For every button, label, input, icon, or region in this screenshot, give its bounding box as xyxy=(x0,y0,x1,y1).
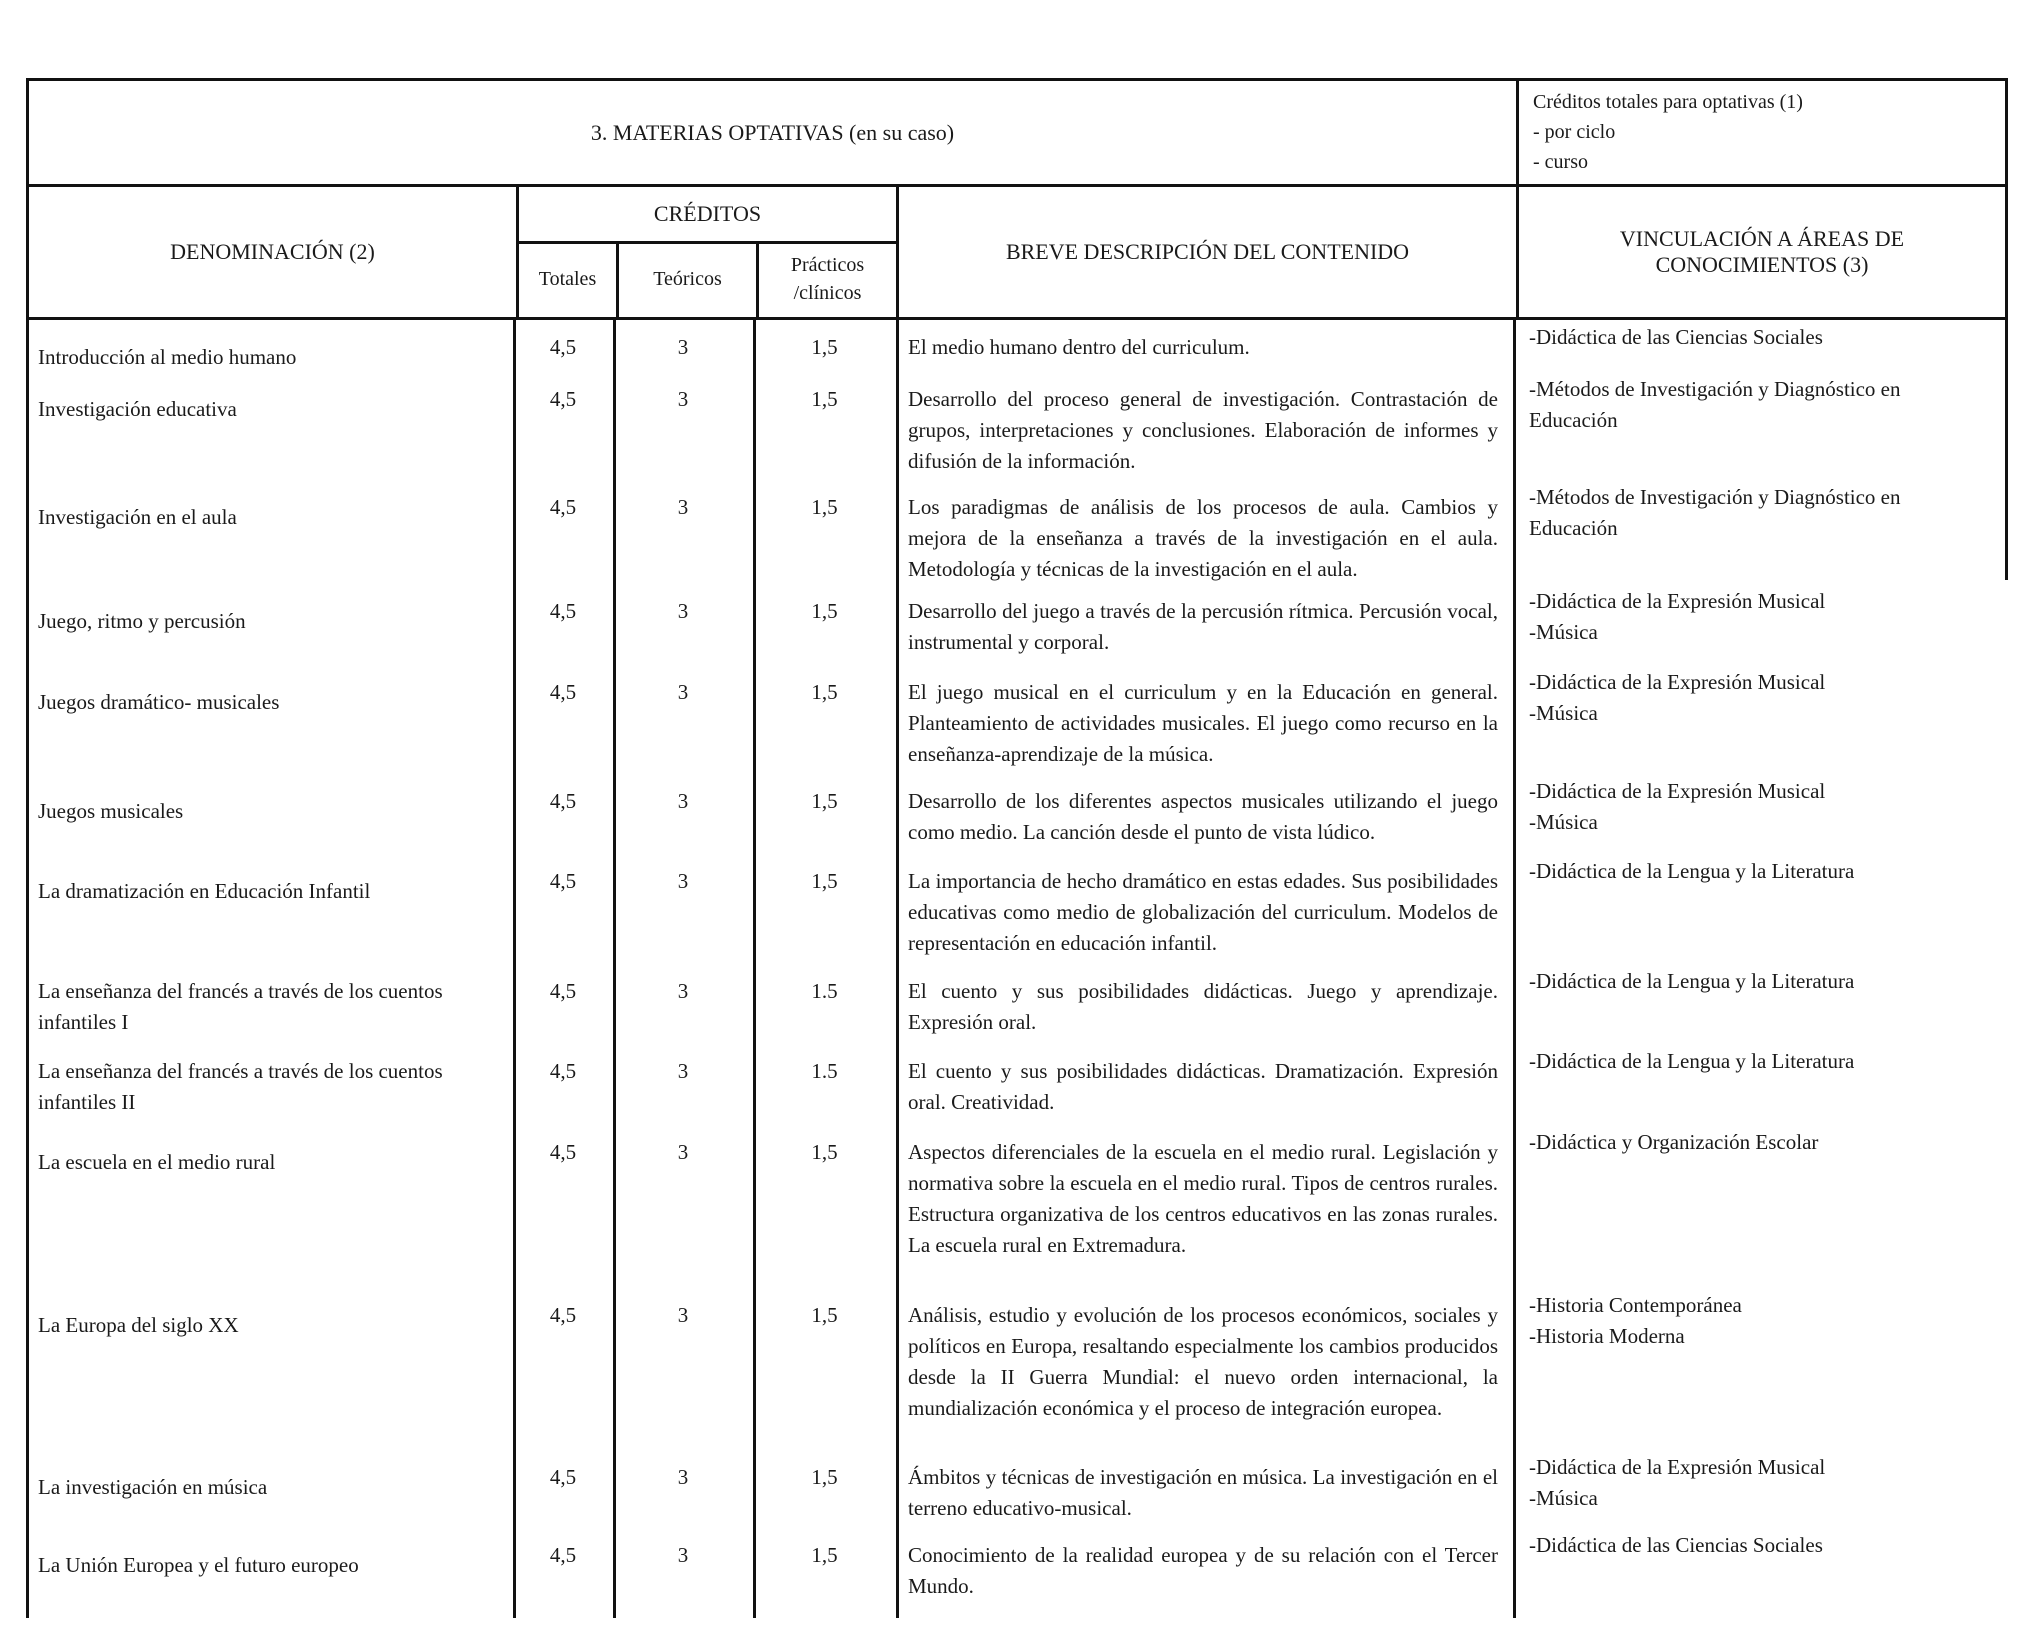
knowledge-area: -Didáctica de la Lengua y la Literatura xyxy=(1529,969,1855,993)
credits-practice: 1,5 xyxy=(811,599,838,623)
credits-total: 4,5 xyxy=(549,495,577,519)
knowledge-areas xyxy=(1529,776,1999,838)
credits-total: 4,5 xyxy=(549,1140,577,1164)
credits-total: 4,5 xyxy=(549,979,577,1003)
credits-line: - por ciclo xyxy=(1533,121,1616,143)
subject-description: Desarrollo del juego a través de la percusión rítmica. Percusión vocal, instrumental y corporal. xyxy=(908,599,1498,654)
subject-name: La enseñanza del francés a través de los cuentos infantiles I xyxy=(38,979,443,1034)
creditos-label: CRÉDITOS xyxy=(519,187,896,244)
credits-practice: 1.5 xyxy=(811,979,838,1003)
credits-practice: 1,5 xyxy=(811,1303,838,1327)
subject-name: Introducción al medio humano xyxy=(38,345,297,369)
table-body xyxy=(26,320,2008,1618)
knowledge-areas xyxy=(1529,856,1999,887)
credits-theory: 3 xyxy=(677,335,689,359)
knowledge-area: -Didáctica de la Lengua y la Literatura xyxy=(1529,859,1855,883)
knowledge-areas xyxy=(1529,1530,1999,1561)
credits-total: 4,5 xyxy=(549,1465,577,1489)
knowledge-areas xyxy=(1529,966,1999,997)
column-header-practicos: Prácticos /clínicos xyxy=(790,254,865,304)
subject-description: Desarrollo del proceso general de investigación. Contrastación de grupos, interpretaciones y conclusiones. Elaboración de informes y difusión de la información. xyxy=(908,387,1498,473)
subject-description: Ámbitos y técnicas de investigación en música. La investigación en el terreno educativo-musical. xyxy=(908,1465,1498,1520)
credits-total: 4,5 xyxy=(549,387,577,411)
knowledge-area: -Didáctica y Organización Escolar xyxy=(1529,1130,1819,1154)
credits-practice: 1,5 xyxy=(811,680,838,704)
credits-theory: 3 xyxy=(677,1140,689,1164)
credits-theory: 3 xyxy=(677,680,689,704)
optional-credits-box xyxy=(1516,81,2005,184)
credits-practice: 1.5 xyxy=(811,1059,838,1083)
column-header-totales: Totales xyxy=(519,241,619,317)
credits-theory: 3 xyxy=(677,1303,689,1327)
credits-total: 4,5 xyxy=(549,789,577,813)
credits-practice: 1,5 xyxy=(811,869,838,893)
knowledge-area: -Didáctica de las Ciencias Sociales xyxy=(1529,1533,1823,1557)
column-divider xyxy=(1513,320,1516,1618)
credits-theory: 3 xyxy=(677,1465,689,1489)
credits-practice: 1,5 xyxy=(811,789,838,813)
knowledge-areas xyxy=(1529,1452,1999,1514)
column-headers xyxy=(26,187,2008,320)
knowledge-area: -Métodos de Investigación y Diagnóstico en xyxy=(1529,485,1901,509)
credits-theory: 3 xyxy=(677,979,689,1003)
subject-name: La Europa del siglo XX xyxy=(38,1313,239,1337)
knowledge-area: Educación xyxy=(1529,516,1618,540)
column-divider xyxy=(26,320,29,1618)
subject-description: El medio humano dentro del curriculum. xyxy=(908,335,1250,359)
credits-line: Créditos totales para optativas (1) xyxy=(1533,91,1803,113)
credits-practice: 1,5 xyxy=(811,335,838,359)
credits-theory: 3 xyxy=(677,387,689,411)
knowledge-area: -Historia Contemporánea xyxy=(1529,1293,1742,1317)
credits-theory: 3 xyxy=(677,495,689,519)
knowledge-area: -Didáctica de las Ciencias Sociales xyxy=(1529,325,1823,349)
knowledge-area: -Didáctica de la Expresión Musical xyxy=(1529,779,1826,803)
subject-name: La Unión Europea y el futuro europeo xyxy=(38,1553,359,1577)
column-header-denominacion: DENOMINACIÓN (2) xyxy=(170,239,375,264)
knowledge-area: -Historia Moderna xyxy=(1529,1324,1685,1348)
subject-description: El cuento y sus posibilidades didácticas. Juego y aprendizaje. Expresión oral. xyxy=(908,979,1498,1034)
subject-description: Aspectos diferenciales de la escuela en el medio rural. Legislación y normativa sobre la escuela en el medio rural. Tipos de centros rurales. Estructura organizativa de los centros educativos en las zonas rurales. La escuela rural en Extremadura. xyxy=(908,1140,1498,1257)
column-divider xyxy=(2005,320,2008,580)
knowledge-areas xyxy=(1529,1127,1999,1158)
knowledge-area: -Didáctica de la Expresión Musical xyxy=(1529,1455,1826,1479)
credits-practice: 1,5 xyxy=(811,1465,838,1489)
knowledge-areas xyxy=(1529,586,1999,648)
column-header-creditos xyxy=(516,187,899,317)
credits-theory: 3 xyxy=(677,789,689,813)
subject-name: La dramatización en Educación Infantil xyxy=(38,879,371,903)
knowledge-area: -Didáctica de la Expresión Musical xyxy=(1529,589,1826,613)
credits-theory: 3 xyxy=(677,599,689,623)
subject-description: Análisis, estudio y evolución de los procesos económicos, sociales y políticos en Europa, resaltando especialmente los cambios producidos desde la II Guerra Mundial: el nuevo orden internacional, la mundialización económica y el proceso de integración europea. xyxy=(908,1303,1498,1420)
column-divider xyxy=(896,320,899,1618)
credits-total: 4,5 xyxy=(549,599,577,623)
credits-total: 4,5 xyxy=(549,1059,577,1083)
subject-description: El cuento y sus posibilidades didácticas. Dramatización. Expresión oral. Creatividad. xyxy=(908,1059,1498,1114)
subject-name: La investigación en música xyxy=(38,1475,268,1499)
subject-name: Investigación educativa xyxy=(38,397,237,421)
knowledge-area: -Música xyxy=(1529,1486,1598,1510)
credits-practice: 1,5 xyxy=(811,387,838,411)
subject-name: La escuela en el medio rural xyxy=(38,1150,276,1174)
subject-description: La importancia de hecho dramático en estas edades. Sus posibilidades educativas como medio de globalización del curriculum. Modelos de representación en educación infantil. xyxy=(908,869,1498,955)
knowledge-areas xyxy=(1529,1046,1999,1077)
credits-theory: 3 xyxy=(677,1543,689,1567)
column-header-teoricos: Teóricos xyxy=(619,241,759,317)
knowledge-area: -Música xyxy=(1529,620,1598,644)
credits-total: 4,5 xyxy=(549,1303,577,1327)
knowledge-area: -Música xyxy=(1529,701,1598,725)
credits-total: 4,5 xyxy=(549,1543,577,1567)
credits-practice: 1,5 xyxy=(811,1543,838,1567)
knowledge-area: -Didáctica de la Lengua y la Literatura xyxy=(1529,1049,1855,1073)
knowledge-area: -Didáctica de la Expresión Musical xyxy=(1529,670,1826,694)
credits-line: - curso xyxy=(1533,151,1588,173)
knowledge-area: -Métodos de Investigación y Diagnóstico en xyxy=(1529,377,1901,401)
knowledge-areas xyxy=(1529,482,1999,544)
knowledge-area: -Música xyxy=(1529,810,1598,834)
subject-description: Desarrollo de los diferentes aspectos musicales utilizando el juego como medio. La canción desde el punto de vista lúdico. xyxy=(908,789,1498,844)
column-header-descripcion: BREVE DESCRIPCIÓN DEL CONTENIDO xyxy=(1005,239,1410,264)
credits-total: 4,5 xyxy=(549,335,577,359)
subject-name: Juegos musicales xyxy=(38,799,184,823)
table-header xyxy=(26,78,2008,187)
credits-theory: 3 xyxy=(677,869,689,893)
credits-total: 4,5 xyxy=(549,680,577,704)
credits-theory: 3 xyxy=(677,1059,689,1083)
credits-practice: 1,5 xyxy=(811,495,838,519)
subject-description: Los paradigmas de análisis de los procesos de aula. Cambios y mejora de la enseñanza a través de la investigación en el aula. Metodología y técnicas de la investigación en el aula. xyxy=(908,495,1498,581)
subject-name: La enseñanza del francés a través de los cuentos infantiles II xyxy=(38,1059,443,1114)
knowledge-areas xyxy=(1529,667,1999,729)
subject-description: Conocimiento de la realidad europea y de su relación con el Tercer Mundo. xyxy=(908,1543,1498,1598)
section-title: 3. MATERIAS OPTATIVAS (en su caso) xyxy=(590,119,955,145)
knowledge-areas xyxy=(1529,322,1999,353)
credits-total: 4,5 xyxy=(549,869,577,893)
subject-name: Juegos dramático- musicales xyxy=(38,690,280,714)
credits-practice: 1,5 xyxy=(811,1140,838,1164)
knowledge-areas xyxy=(1529,1290,1999,1352)
knowledge-areas xyxy=(1529,374,1999,436)
column-header-vinculacion: VINCULACIÓN A ÁREAS DE CONOCIMIENTOS (3) xyxy=(1516,187,2005,317)
knowledge-area: Educación xyxy=(1529,408,1618,432)
subject-description: El juego musical en el curriculum y en la Educación en general. Planteamiento de actividades musicales. El juego como recurso en la enseñanza-aprendizaje de la música. xyxy=(908,680,1498,766)
subject-name: Juego, ritmo y percusión xyxy=(38,609,246,633)
subject-name: Investigación en el aula xyxy=(38,505,237,529)
